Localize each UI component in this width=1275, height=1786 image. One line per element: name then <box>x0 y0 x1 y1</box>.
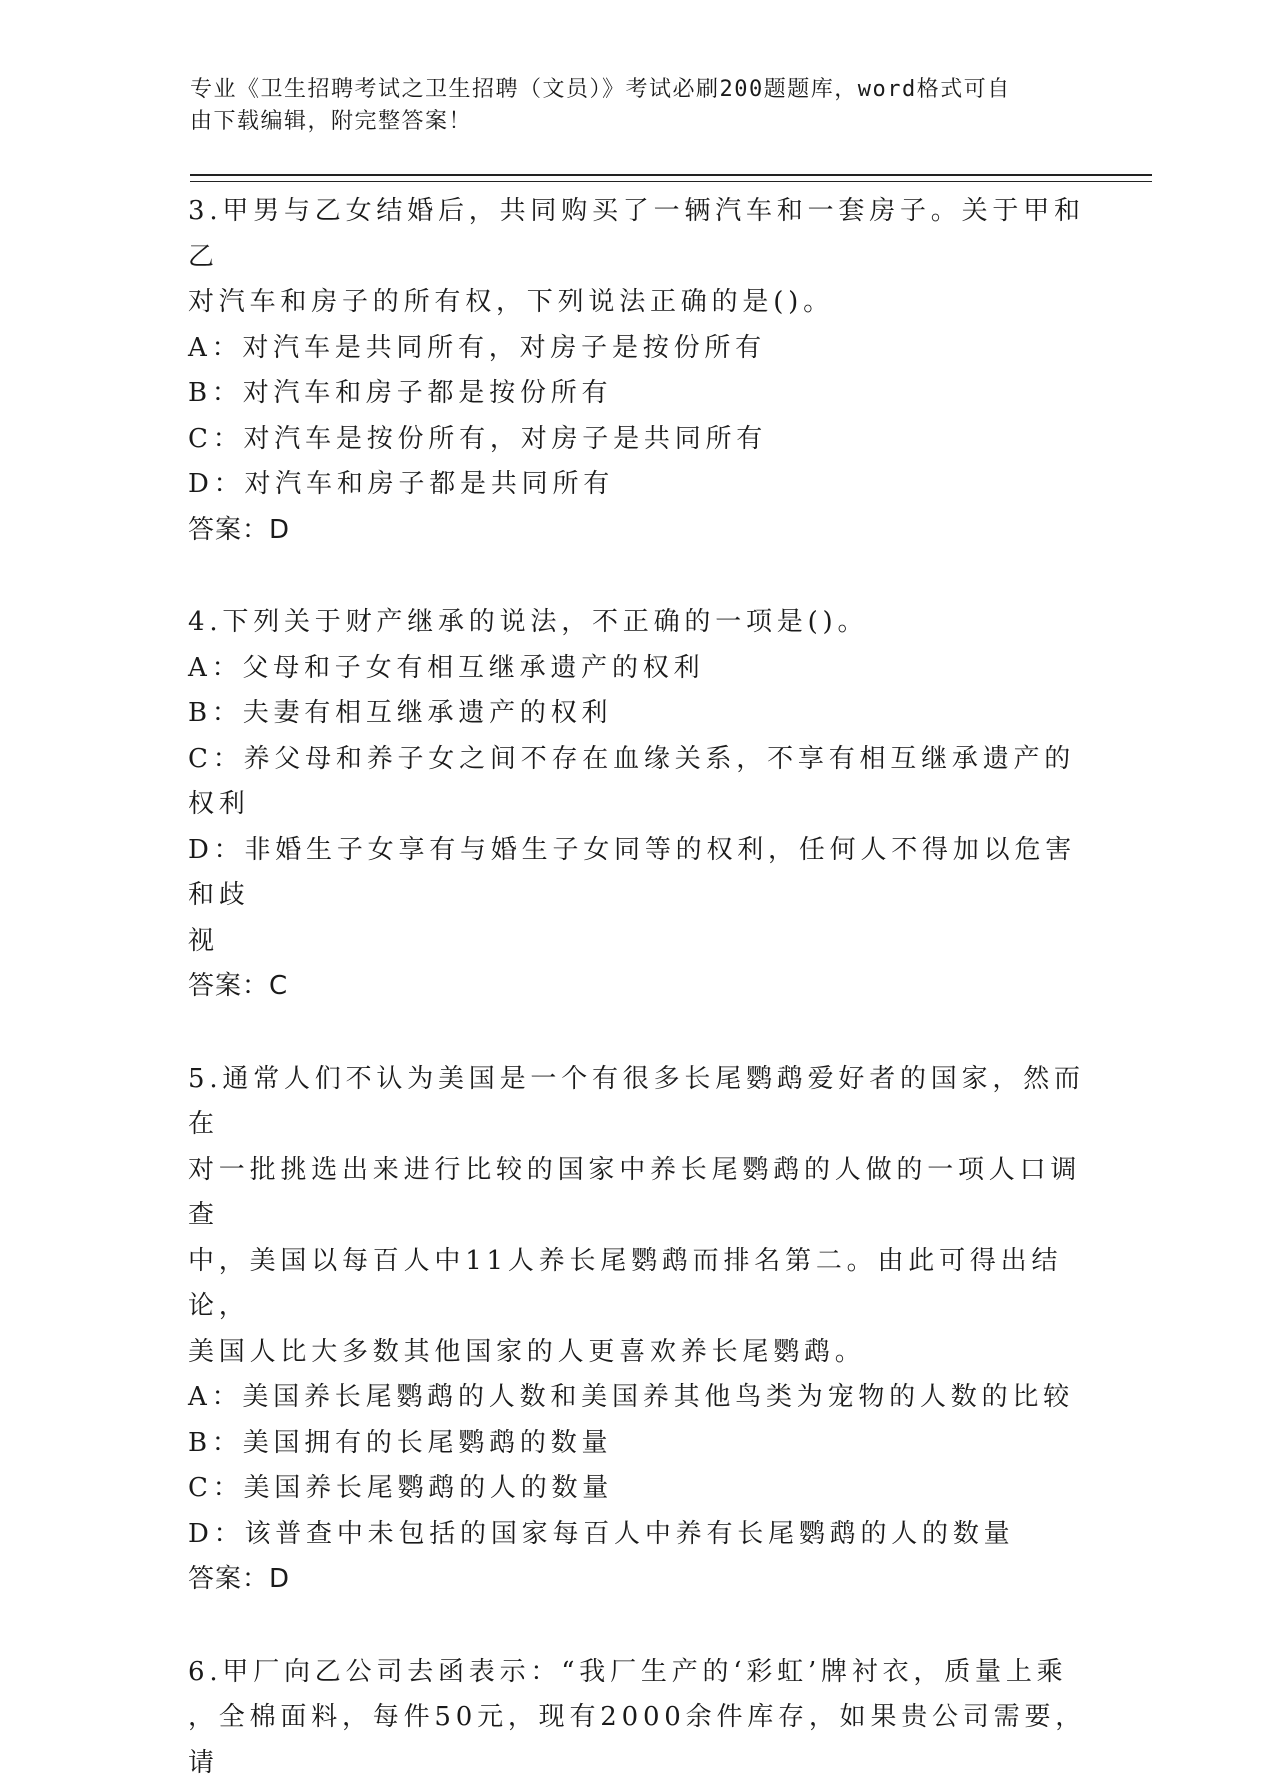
question-text-line: 3.甲男与乙女结婚后，共同购买了一辆汽车和一套房子。关于甲和乙 <box>188 189 1088 280</box>
option-b: B：美国拥有的长尾鹦鹉的数量 <box>188 1421 1088 1467</box>
question-text-line: 6.甲厂向乙公司去函表示：“我厂生产的‘彩虹’牌衬衣，质量上乘 <box>188 1650 1088 1696</box>
option-a: A：对汽车是共同所有，对房子是按份所有 <box>188 326 1088 372</box>
question-spacer <box>188 1010 1088 1057</box>
option-c: C：美国养长尾鹦鹉的人的数量 <box>188 1466 1088 1512</box>
option-a: A：美国养长尾鹦鹉的人数和美国养其他鸟类为宠物的人数的比较 <box>188 1375 1088 1421</box>
question-5 <box>188 1057 1088 1603</box>
answer-label: 答案：D <box>188 1557 1088 1603</box>
header-divider-thick <box>190 174 1152 176</box>
question-text-line: 对一批挑选出来进行比较的国家中养长尾鹦鹉的人做的一项人口调查 <box>188 1148 1088 1239</box>
question-spacer <box>188 553 1088 600</box>
option-b: B：夫妻有相互继承遗产的权利 <box>188 691 1088 737</box>
header-line-1: 专业《卫生招聘考试之卫生招聘（文员）》考试必刷200题题库，word格式可自 <box>190 74 1070 106</box>
option-d: D：该普查中未包括的国家每百人中养有长尾鹦鹉的人的数量 <box>188 1512 1088 1558</box>
question-list <box>188 189 1088 1786</box>
header-divider-thin <box>190 181 1152 182</box>
option-d-continued: 视 <box>188 919 1088 965</box>
answer-label: 答案：C <box>188 964 1088 1010</box>
option-c: C：养父母和养子女之间不存在血缘关系，不享有相互继承遗产的权利 <box>188 737 1088 828</box>
option-a: A：父母和子女有相互继承遗产的权利 <box>188 646 1088 692</box>
option-d: D：对汽车和房子都是共同所有 <box>188 462 1088 508</box>
question-3 <box>188 189 1088 553</box>
question-text-line: 对汽车和房子的所有权，下列说法正确的是()。 <box>188 280 1088 326</box>
question-4 <box>188 600 1088 1010</box>
question-text-line: 4.下列关于财产继承的说法，不正确的一项是()。 <box>188 600 1088 646</box>
header-line-2: 由下载编辑，附完整答案！ <box>190 106 1070 138</box>
document-header <box>190 74 1070 138</box>
question-text-line: 中，美国以每百人中11人养长尾鹦鹉而排名第二。由此可得出结论， <box>188 1239 1088 1330</box>
option-b: B：对汽车和房子都是按份所有 <box>188 371 1088 417</box>
question-text-line: ，全棉面料，每件50元，现有2000余件库存，如果贵公司需要，请 <box>188 1695 1088 1786</box>
question-text-line: 5.通常人们不认为美国是一个有很多长尾鹦鹉爱好者的国家，然而在 <box>188 1057 1088 1148</box>
question-6 <box>188 1650 1088 1786</box>
option-c: C：对汽车是按份所有，对房子是共同所有 <box>188 417 1088 463</box>
option-d: D：非婚生子女享有与婚生子女同等的权利，任何人不得加以危害和歧 <box>188 828 1088 919</box>
answer-label: 答案：D <box>188 508 1088 554</box>
question-spacer <box>188 1603 1088 1650</box>
question-text-line: 美国人比大多数其他国家的人更喜欢养长尾鹦鹉。 <box>188 1330 1088 1376</box>
